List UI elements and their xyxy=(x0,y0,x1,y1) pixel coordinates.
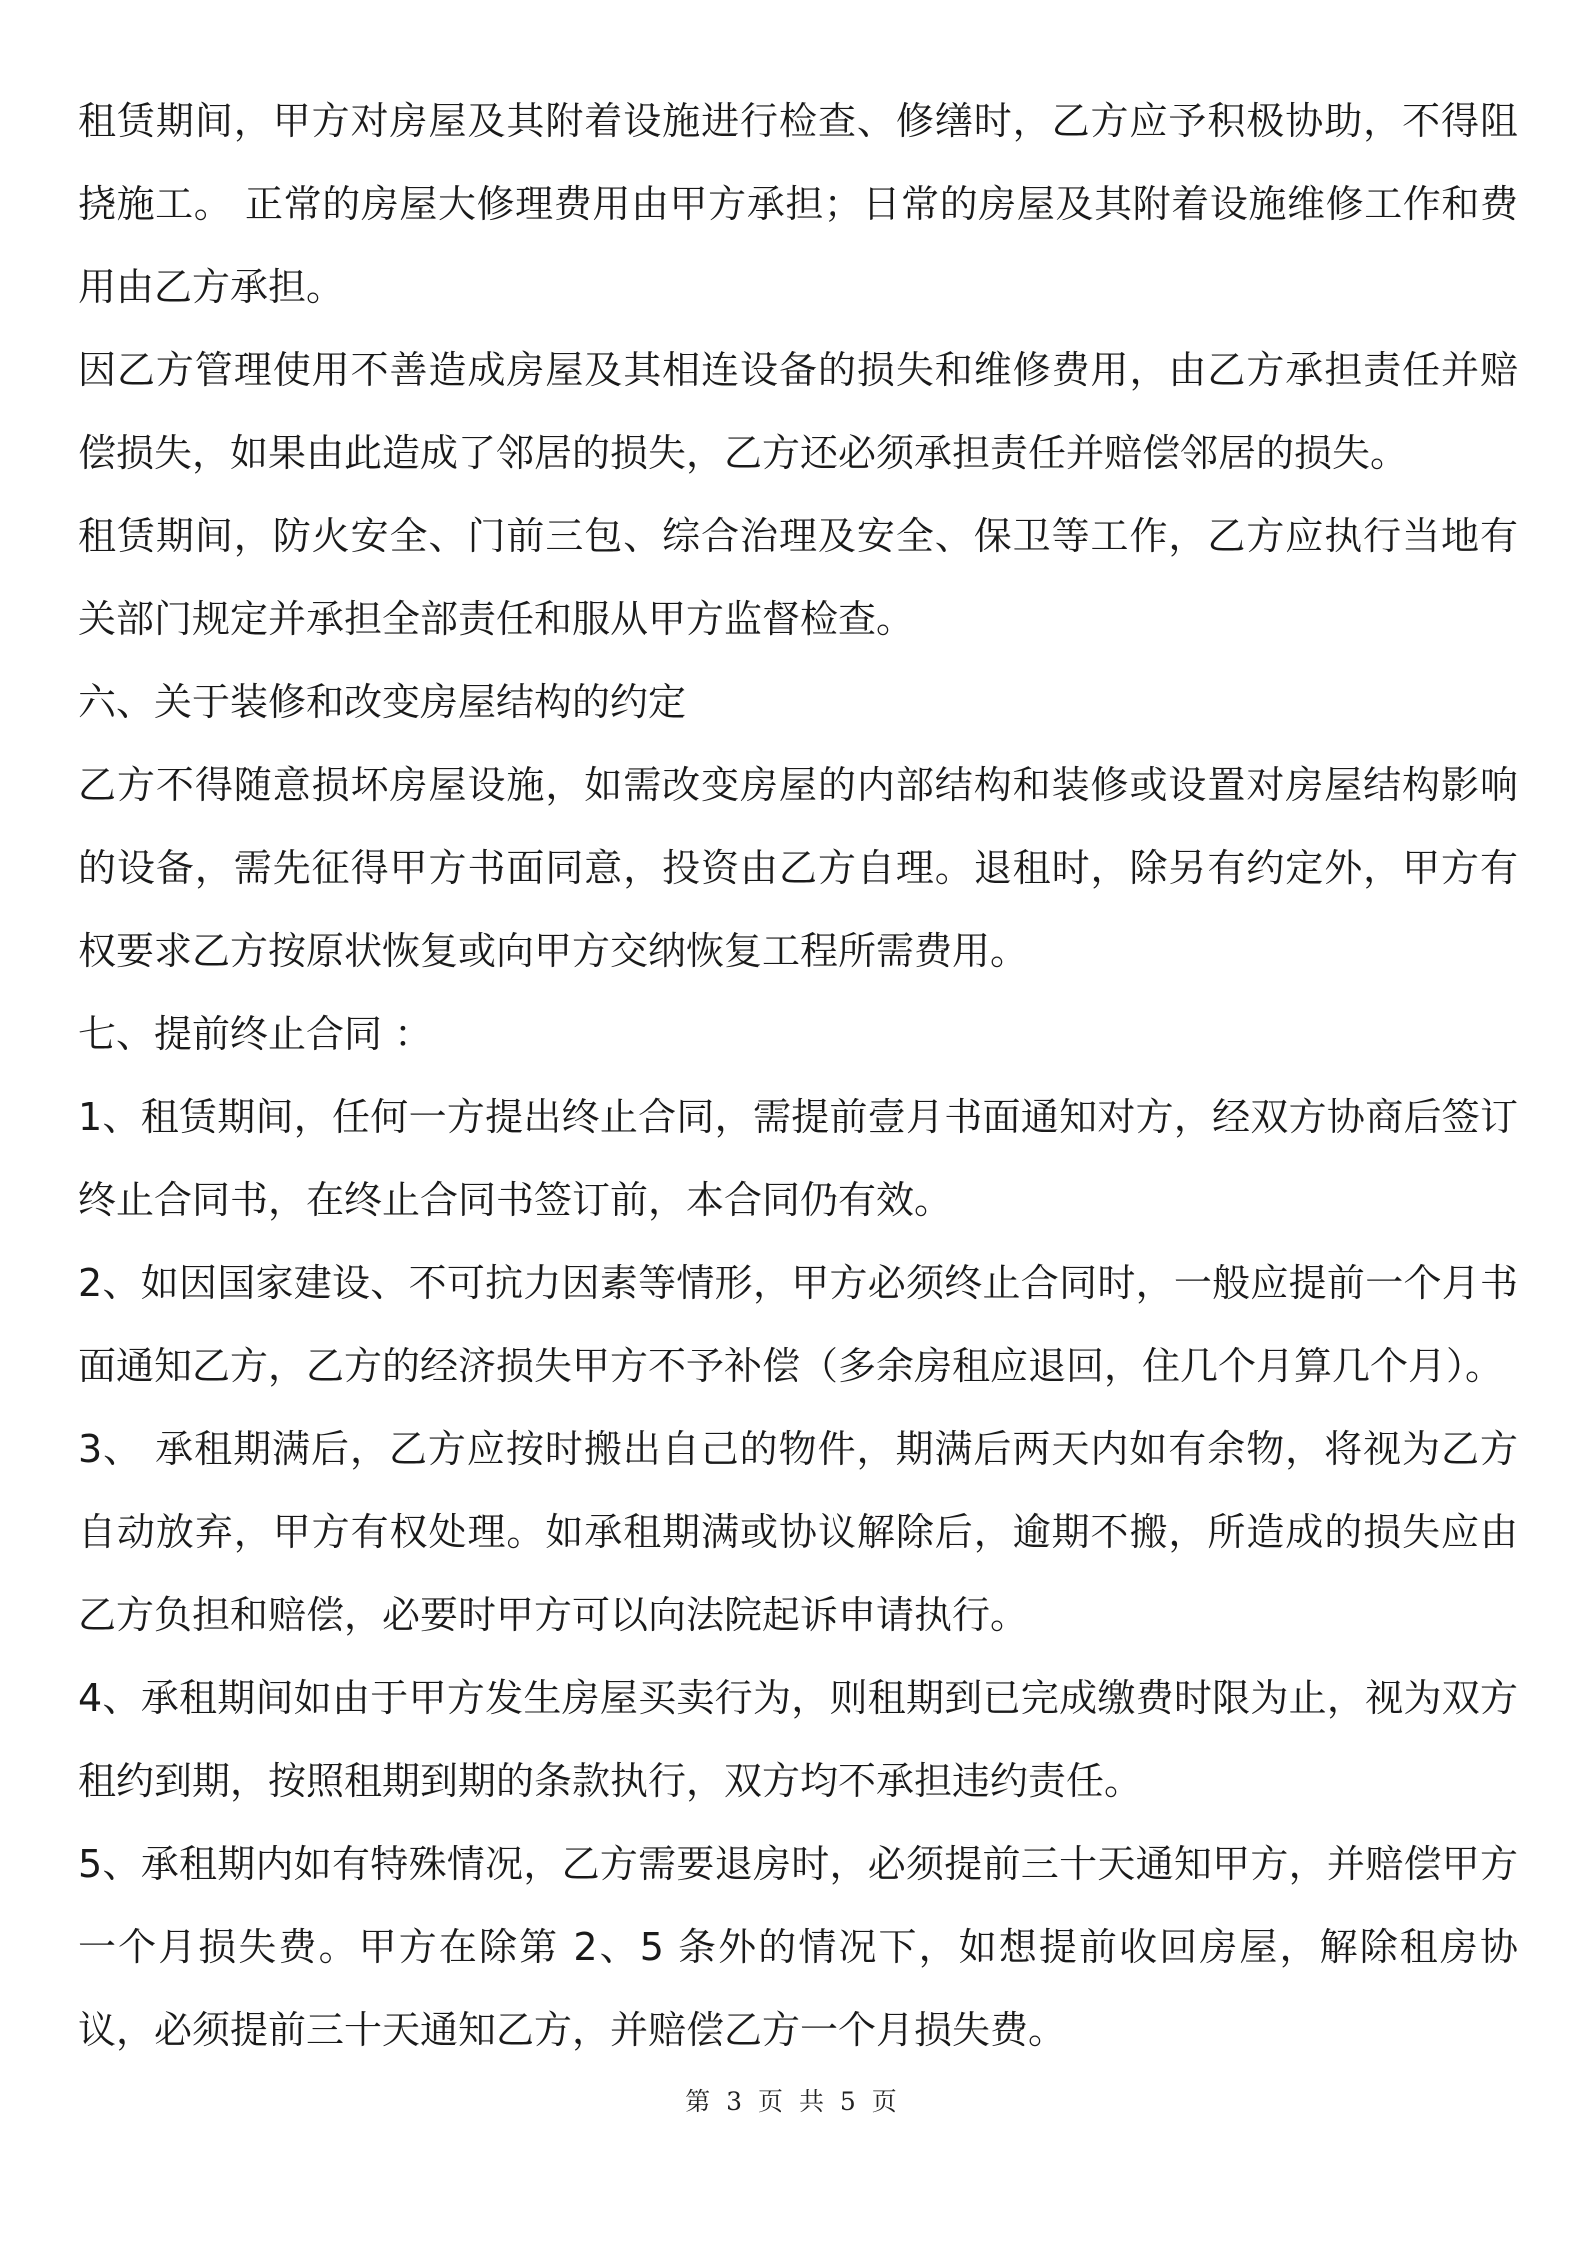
paragraph-inspection-repair: 租赁期间，甲方对房屋及其附着设施进行检查、修缮时，乙方应予积极协助，不得阻挠施工。 正常的房屋大修理费用由甲方承担；日常的房屋及其附着设施维修工作和费用由乙方承担。 xyxy=(78,99,1518,309)
paragraph-renovation-terms: 乙方不得随意损坏房屋设施，如需改变房屋的内部结构和装修或设置对房屋结构影响的设备，需先征得甲方书面同意，投资由乙方自理。退租时，除另有约定外，甲方有权要求乙方按原状恢复或向甲方交纳恢复工程所需费用。 xyxy=(78,763,1518,973)
clause-lease-expiry: 3、 承租期满后，乙方应按时搬出自己的物件，期满后两天内如有余物，将视为乙方自动放弃，甲方有权处理。如承租期满或协议解除后，逾期不搬，所造成的损失应由乙方负担和赔偿，必要时甲方可以向法院起诉申请执行。 xyxy=(78,1427,1518,1637)
section-heading-renovation: 六、关于装修和改变房屋结构的约定 xyxy=(78,680,687,724)
document-body xyxy=(78,80,1518,2072)
clause-force-majeure: 2、如因国家建设、不可抗力因素等情形，甲方必须终止合同时，一般应提前一个月书面通知乙方，乙方的经济损失甲方不予补偿（多余房租应退回，住几个月算几个月）。 xyxy=(78,1261,1518,1388)
paragraph-damage-liability: 因乙方管理使用不善造成房屋及其相连设备的损失和维修费用，由乙方承担责任并赔偿损失，如果由此造成了邻居的损失，乙方还必须承担责任并赔偿邻居的损失。 xyxy=(78,348,1518,475)
clause-property-sale: 4、承租期间如由于甲方发生房屋买卖行为，则租期到已完成缴费时限为止，视为双方租约到期，按照租期到期的条款执行，双方均不承担违约责任。 xyxy=(78,1676,1518,1803)
page-number-footer: 第 3 页 共 5 页 xyxy=(685,2087,901,2116)
clause-early-move-out: 5、承租期内如有特殊情况，乙方需要退房时，必须提前三十天通知甲方，并赔偿甲方一个月损失费。甲方在除第 2、5 条外的情况下，如想提前收回房屋，解除租房协议，必须提前三十天通知乙方，并赔偿乙方一个月损失费。 xyxy=(78,1842,1518,2052)
clause-termination-notice: 1、租赁期间，任何一方提出终止合同，需提前壹月书面通知对方，经双方协商后签订终止合同书，在终止合同书签订前，本合同仍有效。 xyxy=(78,1095,1518,1222)
paragraph-fire-safety: 租赁期间，防火安全、门前三包、综合治理及安全、保卫等工作，乙方应执行当地有关部门规定并承担全部责任和服从甲方监督检查。 xyxy=(78,514,1518,641)
section-heading-early-termination: 七、提前终止合同 ： xyxy=(78,1012,433,1056)
